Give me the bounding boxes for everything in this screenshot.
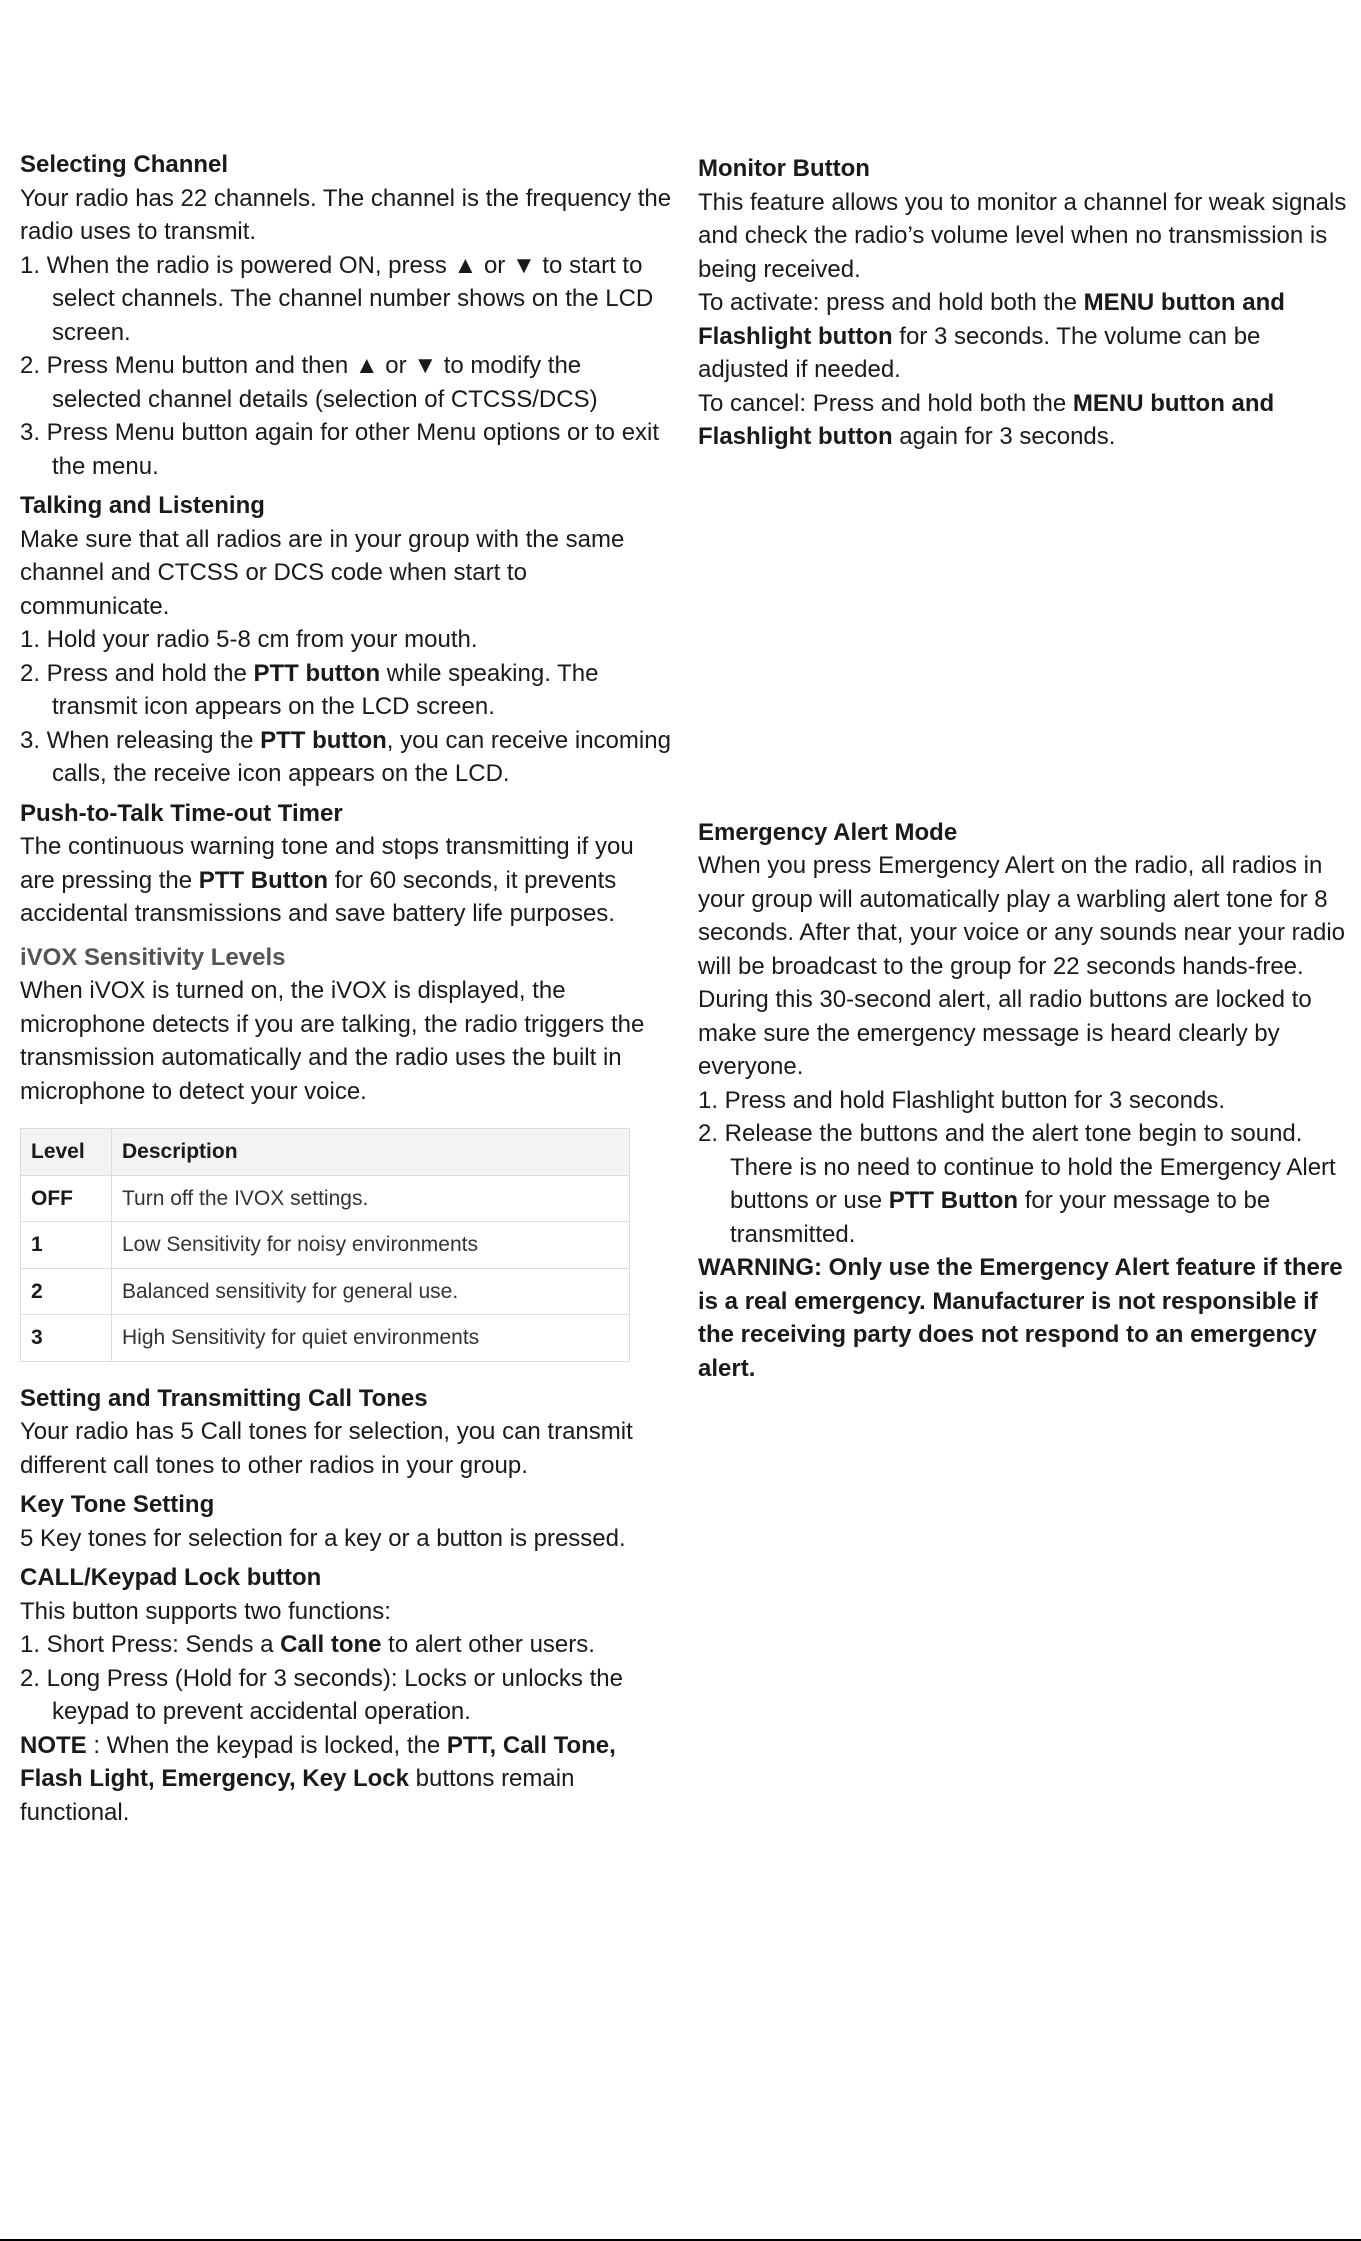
text-part: for 3 seconds. The volume can be adjusted if needed. [698,322,1261,383]
section-call-tones [20,1382,675,1483]
item-text: 2. Press and hold the [20,659,254,687]
table-cell-level: 2 [21,1268,112,1315]
table-cell-level: OFF [21,1175,112,1222]
item-text: to alert other users. [381,1631,595,1658]
table-row [21,1268,630,1315]
list-item [20,657,675,724]
ptt-button-label: PTT Button [198,866,329,894]
table-header-level: Level [21,1129,112,1176]
menu-flashlight-label: MENU button and Flashlight button [698,289,1285,350]
keypad-lock-note [20,1729,675,1830]
table-row [21,1222,630,1269]
call-tone-label: Call tone [280,1631,382,1658]
ptt-timer-heading: Push-to-Talk Time-out Timer [20,799,343,827]
menu-flashlight-label: MENU button and Flashlight button [698,389,1275,450]
list-item: 2. Press Menu button and then ▲ or ▼ to modify the selected channel details (selection of CTCSS/DCS) [20,352,598,413]
ivox-text: When iVOX is turned on, the iVOX is displayed, the microphone detects if you are talking, the radio triggers the transmission automatically and the radio uses the built in microphone to detect your voice. [20,977,645,1105]
monitor-text: This feature allows you to monitor a channel for weak signals and check the radio’s volume level when no transmission is being received. [698,188,1347,283]
table-cell-description: Turn off the IVOX settings. [112,1175,630,1222]
list-item: 1. Hold your radio 5-8 cm from your mouth. [20,626,478,653]
note-text: : When the keypad is locked, the [86,1731,447,1759]
section-key-tone [20,1488,675,1555]
list-item: 2. Long Press (Hold for 3 seconds): Locks or unlocks the keypad to prevent accidental operation. [20,1664,623,1725]
note-label: NOTE [20,1731,87,1759]
list-item: 1. Press and hold Flashlight button for 3 seconds. [698,1086,1225,1114]
call-tones-heading: Setting and Transmitting Call Tones [20,1384,428,1412]
section-talking-listening [20,489,675,791]
list-item [20,724,675,791]
talking-listening-heading: Talking and Listening [20,492,265,519]
table-cell-level: 1 [21,1222,112,1269]
ivox-table [20,1128,630,1362]
ptt-button-label: PTT button [260,726,387,754]
emergency-heading: Emergency Alert Mode [698,818,958,846]
text-part: again for 3 seconds. [892,423,1116,450]
call-tones-text: Your radio has 5 Call tones for selection, you can transmit different call tones to other radios in your group. [20,1418,633,1479]
text-part: To cancel: Press and hold both the [698,389,1073,417]
monitor-cancel [698,387,1348,454]
keypad-lock-text: This button supports two functions: [20,1597,391,1625]
list-item [20,1628,675,1662]
table-header-description: Description [112,1129,630,1176]
monitor-heading: Monitor Button [698,155,870,182]
emergency-list [698,1084,1348,1252]
key-tone-heading: Key Tone Setting [20,1491,215,1518]
section-ivox [20,941,675,1362]
section-ptt-timer [20,797,675,931]
text-part: To activate: press and hold both the [698,289,1084,316]
ptt-button-label: PTT Button [888,1187,1019,1214]
item-text: 3. When releasing the [20,726,261,754]
talking-listening-intro: Make sure that all radios are in your group with the same channel and CTCSS or DCS code when start to communicate. [20,525,625,620]
table-row [21,1315,630,1362]
text-part: The continuous warning tone and stops transmitting if you are pressing the [20,833,634,894]
table-cell-description: High Sensitivity for quiet environments [112,1315,630,1362]
list-item: 1. When the radio is powered ON, press ▲ or ▼ to start to select channels. The channel number shows on the LCD screen. [20,251,654,346]
key-tone-text: 5 Key tones for selection for a key or a button is pressed. [20,1524,626,1552]
text-part: for 60 seconds, it prevents accidental transmissions and save battery life purposes. [20,866,617,927]
section-keypad-lock [20,1561,675,1829]
selecting-channel-intro: Your radio has 22 channels. The channel is the frequency the radio uses to transmit. [20,184,672,245]
item-text: while speaking. The transmit icon appears on the LCD screen. [52,659,599,720]
monitor-activate [698,286,1348,387]
item-text: , you can receive incoming calls, the receive icon appears on the LCD. [52,726,671,787]
list-item [698,1117,1348,1251]
note-text: buttons remain functional. [20,1765,575,1826]
list-item: 3. Press Menu button again for other Menu options or to exit the menu. [20,419,660,480]
keypad-lock-heading: CALL/Keypad Lock button [20,1564,322,1591]
talking-listening-list [20,623,675,791]
section-monitor [698,152,1348,454]
selecting-channel-heading: Selecting Channel [20,151,229,178]
note-bold-text: PTT, Call Tone, Flash Light, Emergency, Key Lock [20,1731,616,1792]
ptt-timer-text [20,830,675,931]
emergency-warning: WARNING: Only use the Emergency Alert feature if there is a real emergency. Manufacturer is not responsible if the receiving party does not respond to an emergency alert. [698,1254,1343,1382]
section-emergency [698,816,1348,1386]
item-text: 1. Short Press: Sends a [20,1631,281,1658]
item-text: for your message to be transmitted. [730,1187,1271,1248]
table-header-row [21,1129,630,1176]
table-cell-level: 3 [21,1315,112,1362]
ivox-heading: iVOX Sensitivity Levels [20,943,286,971]
section-selecting-channel [20,148,675,483]
keypad-lock-list [20,1628,675,1729]
ptt-button-label: PTT button [253,659,381,687]
selecting-channel-list [20,249,675,484]
table-cell-description: Balanced sensitivity for general use. [112,1268,630,1315]
table-cell-description: Low Sensitivity for noisy environments [112,1222,630,1269]
emergency-text: When you press Emergency Alert on the radio, all radios in your group will automatically play a warbling alert tone for 8 seconds. After that, your voice or any sounds near your radio will be broadcast to the group for 22 seconds hands-free. During this 30-second alert, all radio buttons are locked to make sure the emergency message is heard clearly by everyone. [698,852,1346,1080]
right-column [698,152,1348,1385]
table-row [21,1175,630,1222]
item-text: 2. Release the buttons and the alert tone begin to sound. There is no need to continue to hold the Emergency Alert buttons or use [698,1120,1336,1214]
left-column [20,148,675,1829]
